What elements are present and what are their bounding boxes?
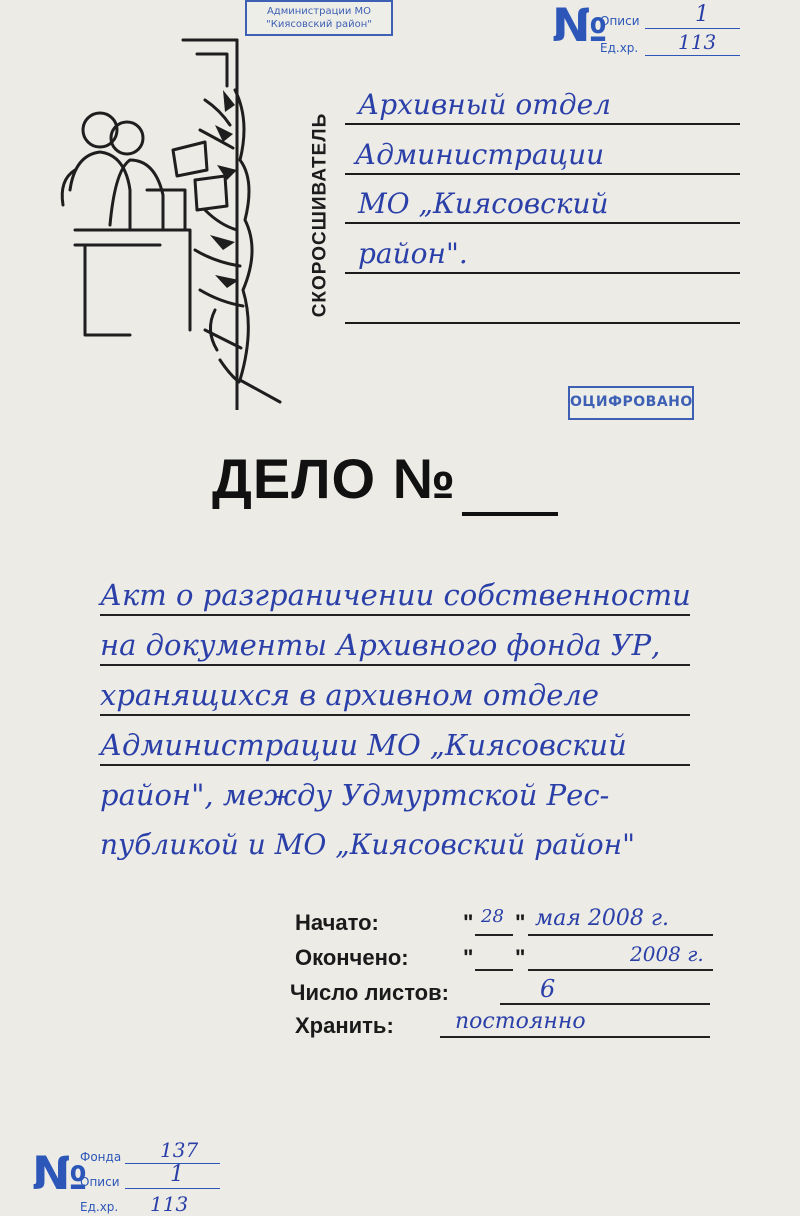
subject-line-3: хранящихся в архивном отделе xyxy=(100,678,600,712)
subject-line-6: публикой и МО „Киясовский район" xyxy=(100,828,635,861)
fond-value: 137 xyxy=(160,1138,199,1162)
fond-label: Фонда xyxy=(80,1150,122,1164)
started-quote-close: " xyxy=(515,910,526,935)
started-month-year: мая 2008 г. xyxy=(535,906,670,931)
ed-line-top xyxy=(645,55,740,56)
started-day: 28 xyxy=(481,906,504,927)
keep-label: Хранить: xyxy=(295,1013,394,1038)
started-quote-open: " xyxy=(463,910,474,935)
subject-line-2: на документы Архивного фонда УР, xyxy=(100,628,661,662)
keep-line xyxy=(440,1036,710,1038)
opisi-label-bottom: Описи xyxy=(80,1175,120,1189)
subject-line-1: Акт о разграничении собственности xyxy=(100,578,691,612)
keep-value: постоянно xyxy=(455,1009,586,1034)
org-rule-4 xyxy=(345,272,740,274)
ended-label: Окончено: xyxy=(295,945,409,970)
org-line-3: МО „Киясовский xyxy=(358,187,609,220)
opisi-value-bottom: 1 xyxy=(170,1162,184,1187)
ed-value-top: 113 xyxy=(678,30,717,54)
subject-rule-3 xyxy=(100,714,690,716)
org-rule-2 xyxy=(345,173,740,175)
started-label: Начато: xyxy=(295,910,379,935)
digitized-stamp: ОЦИФРОВАНО xyxy=(568,386,694,420)
ended-quote-close: " xyxy=(515,945,526,970)
subject-line-5: район", между Удмуртской Рес- xyxy=(100,778,610,812)
ed-label-bottom: Ед.хр. xyxy=(80,1200,119,1214)
subject-rule-1 xyxy=(100,614,690,616)
org-line-2: Администрации xyxy=(355,138,605,171)
folder-type-label xyxy=(300,95,340,335)
opisi-label-top: Описи xyxy=(600,14,640,28)
org-line-4: район". xyxy=(358,237,468,270)
org-rule-3 xyxy=(345,222,740,224)
ended-quote-open: " xyxy=(463,945,474,970)
subject-rule-2 xyxy=(100,664,690,666)
ended-year: 2008 г. xyxy=(630,942,704,966)
case-number-blank xyxy=(462,512,558,516)
opisi-line-bottom xyxy=(125,1188,220,1189)
org-rule-1 xyxy=(345,123,740,125)
stamp-line-1: Администрации МО xyxy=(266,6,372,17)
sheets-label: Число листов: xyxy=(290,980,449,1005)
started-date-line xyxy=(528,934,713,936)
ended-day-line xyxy=(475,969,513,971)
sheets-value: 6 xyxy=(540,975,556,1003)
org-rule-5 xyxy=(345,322,740,324)
sheets-line xyxy=(500,1003,710,1005)
stamp-line-2: "Киясовский район" xyxy=(266,19,372,30)
number-sign-bottom: № xyxy=(32,1146,84,1200)
ed-label-top: Ед.хр. xyxy=(600,41,639,55)
started-day-line xyxy=(475,934,513,936)
opisi-line-top xyxy=(645,28,740,29)
org-line-1: Архивный отдел xyxy=(358,88,611,121)
ended-date-line xyxy=(528,969,713,971)
number-sign-top: № xyxy=(552,0,604,52)
opisi-value-top: 1 xyxy=(695,2,709,27)
case-title: ДЕЛО № xyxy=(212,447,457,510)
folder-type-text: СКОРОСШИВАТЕЛЬ xyxy=(309,112,330,318)
office-illustration xyxy=(55,30,290,410)
subject-line-4: Администрации МО „Киясовский xyxy=(100,728,627,762)
subject-rule-4 xyxy=(100,764,690,766)
ed-value-bottom: 113 xyxy=(150,1192,189,1216)
